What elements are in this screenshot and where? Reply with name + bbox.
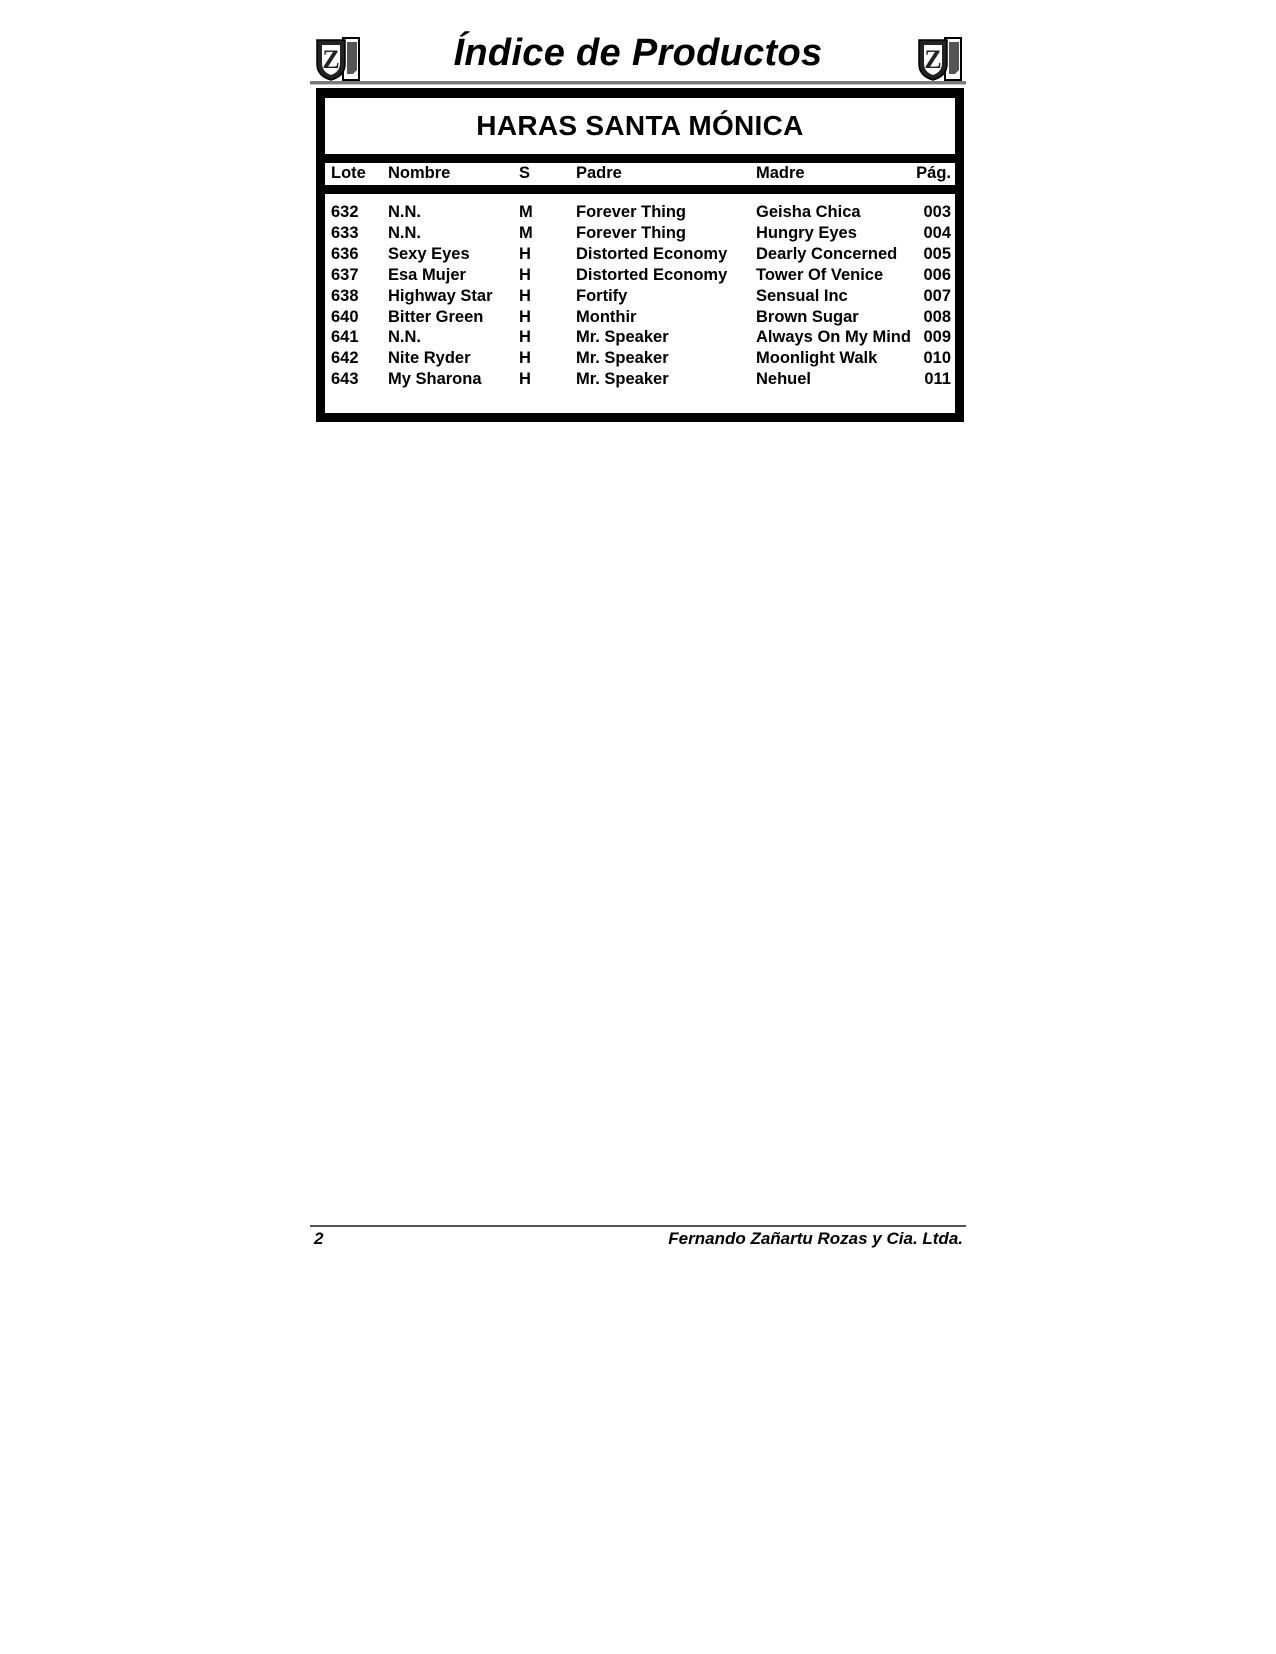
cell-nombre: Nite Ryder: [388, 349, 471, 368]
cell-nombre: N.N.: [388, 223, 421, 242]
cell-pagina: 011: [924, 370, 951, 389]
table-row: [331, 369, 951, 390]
cell-nombre: Bitter Green: [388, 307, 484, 326]
zr-shield-logo-icon: [915, 34, 963, 82]
cell-sexo: H: [519, 265, 531, 284]
column-header-lote: Lote: [331, 164, 366, 182]
cell-pagina: 005: [923, 244, 951, 263]
cell-pagina: 009: [923, 328, 951, 347]
cell-padre: Forever Thing: [576, 223, 687, 242]
table-header-row: [331, 163, 951, 184]
cell-sexo: M: [519, 223, 533, 242]
cell-lote: 640: [331, 307, 359, 326]
footer-page-number: 2: [314, 1229, 324, 1248]
cell-lote: 636: [331, 244, 359, 263]
cell-padre: Fortify: [576, 286, 628, 305]
table-row: [331, 265, 951, 286]
cell-nombre: Sexy Eyes: [388, 244, 470, 263]
cell-pagina: 003: [923, 203, 951, 221]
cell-nombre: Esa Mujer: [388, 265, 466, 284]
cell-lote: 638: [331, 286, 359, 305]
page-header: [310, 30, 966, 86]
table-row: [331, 223, 951, 244]
cell-padre: Mr. Speaker: [576, 328, 669, 347]
cell-sexo: H: [519, 328, 531, 347]
cell-pagina: 004: [923, 223, 951, 242]
cell-nombre: Highway Star: [388, 286, 493, 305]
footer-divider: [310, 1225, 966, 1227]
table-row: [331, 348, 951, 369]
cell-madre: Sensual Inc: [756, 286, 848, 305]
cell-padre: Distorted Economy: [576, 244, 728, 263]
svg-text:Z: Z: [322, 45, 340, 74]
cell-padre: Forever Thing: [576, 203, 687, 221]
cell-pagina: 010: [923, 349, 951, 368]
cell-pagina: 007: [923, 286, 951, 305]
cell-sexo: H: [519, 244, 531, 263]
cell-madre: Brown Sugar: [756, 307, 859, 326]
cell-lote: 637: [331, 265, 359, 284]
cell-lote: 643: [331, 370, 359, 389]
header-top-bar: [316, 154, 964, 163]
table-row: [331, 244, 951, 265]
cell-madre: Nehuel: [756, 370, 812, 389]
column-header-padre: Padre: [576, 164, 622, 182]
table-row: [331, 286, 951, 307]
cell-lote: 632: [331, 203, 359, 221]
table-row: [331, 327, 951, 348]
column-header-pagina: Pág.: [916, 164, 951, 182]
cell-sexo: H: [519, 307, 531, 326]
cell-nombre: N.N.: [388, 203, 421, 221]
column-header-sexo: S: [519, 164, 531, 182]
cell-madre: Tower Of Venice: [756, 265, 884, 284]
cell-sexo: H: [519, 286, 531, 305]
cell-padre: Distorted Economy: [576, 265, 728, 284]
table-row: [331, 307, 951, 328]
cell-padre: Monthir: [576, 307, 637, 326]
svg-text:Z: Z: [924, 45, 942, 74]
cell-madre: Dearly Concerned: [756, 244, 898, 263]
cell-lote: 641: [331, 328, 359, 347]
cell-pagina: 006: [923, 265, 951, 284]
cell-sexo: M: [519, 203, 533, 221]
cell-padre: Mr. Speaker: [576, 349, 669, 368]
section-title: HARAS SANTA MÓNICA: [476, 110, 804, 141]
cell-pagina: 008: [923, 307, 951, 326]
cell-madre: Hungry Eyes: [756, 223, 857, 242]
cell-nombre: My Sharona: [388, 370, 482, 389]
column-header-nombre: Nombre: [388, 164, 451, 182]
cell-lote: 642: [331, 349, 359, 368]
footer-company-name: Fernando Zañartu Rozas y Cia. Ltda.: [668, 1229, 963, 1248]
cell-madre: Moonlight Walk: [756, 349, 878, 368]
page-title: Índice de Productos: [453, 32, 823, 74]
header-divider-shadow: [310, 84, 966, 85]
cell-padre: Mr. Speaker: [576, 370, 669, 389]
cell-sexo: H: [519, 370, 531, 389]
cell-madre: Always On My Mind: [756, 328, 911, 347]
cell-nombre: N.N.: [388, 328, 421, 347]
cell-sexo: H: [519, 349, 531, 368]
table-row: [331, 202, 951, 223]
column-header-madre: Madre: [756, 164, 805, 182]
cell-madre: Geisha Chica: [756, 203, 861, 221]
cell-lote: 633: [331, 223, 359, 242]
header-bottom-bar: [316, 185, 964, 194]
